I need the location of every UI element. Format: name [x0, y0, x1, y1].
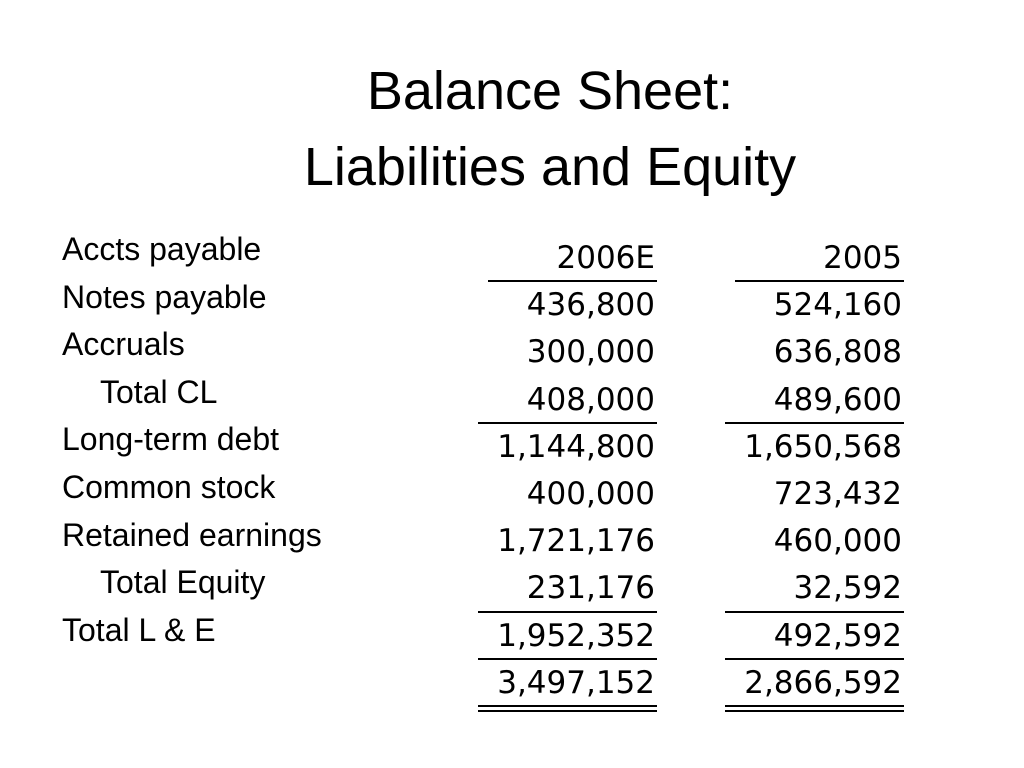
value-cell: 1,144,800 — [497, 428, 655, 465]
value-cell: 1,650,568 — [744, 428, 902, 465]
slide-title-line-2: Liabilities and Equity — [303, 137, 797, 197]
value-cell: 1,952,352 — [472, 614, 657, 661]
value-cell: 436,800 — [526, 287, 655, 324]
label-accruals: Accruals — [62, 326, 185, 363]
value-cell: 408,000 — [472, 378, 657, 425]
value-cell: 231,176 — [472, 566, 657, 613]
value-cell: 492,592 — [719, 614, 904, 661]
value-cell: 489,600 — [719, 378, 904, 425]
row-labels — [62, 228, 322, 656]
value-cell: 524,160 — [773, 287, 902, 324]
label-notes-payable: Notes payable — [62, 278, 267, 315]
label-total-equity: Total Equity — [100, 564, 266, 601]
label-long-term-debt: Long-term debt — [62, 421, 280, 458]
value-cell: 636,808 — [773, 334, 902, 371]
label-common-stock: Common stock — [62, 468, 276, 505]
value-cell: 400,000 — [526, 475, 655, 512]
column-header: 2006E — [472, 236, 657, 283]
value-cell: 460,000 — [773, 523, 902, 560]
value-cell-total: 2,866,592 — [719, 661, 904, 708]
value-cell: 300,000 — [526, 334, 655, 371]
label-accts-payable: Accts payable — [62, 231, 262, 267]
label-retained-earnings: Retained earnings — [62, 516, 322, 553]
slide-title-line-1: Balance Sheet: — [366, 61, 734, 121]
label-total-cl: Total CL — [100, 373, 218, 410]
value-cell: 32,592 — [719, 566, 904, 613]
value-cell: 723,432 — [773, 475, 902, 512]
value-cell: 1,721,176 — [497, 523, 655, 560]
label-total-l-and-e: Total L & E — [62, 611, 216, 648]
column-2006e — [472, 236, 657, 708]
column-2005 — [719, 236, 904, 708]
value-cell-total: 3,497,152 — [472, 661, 657, 708]
column-header: 2005 — [719, 236, 904, 283]
